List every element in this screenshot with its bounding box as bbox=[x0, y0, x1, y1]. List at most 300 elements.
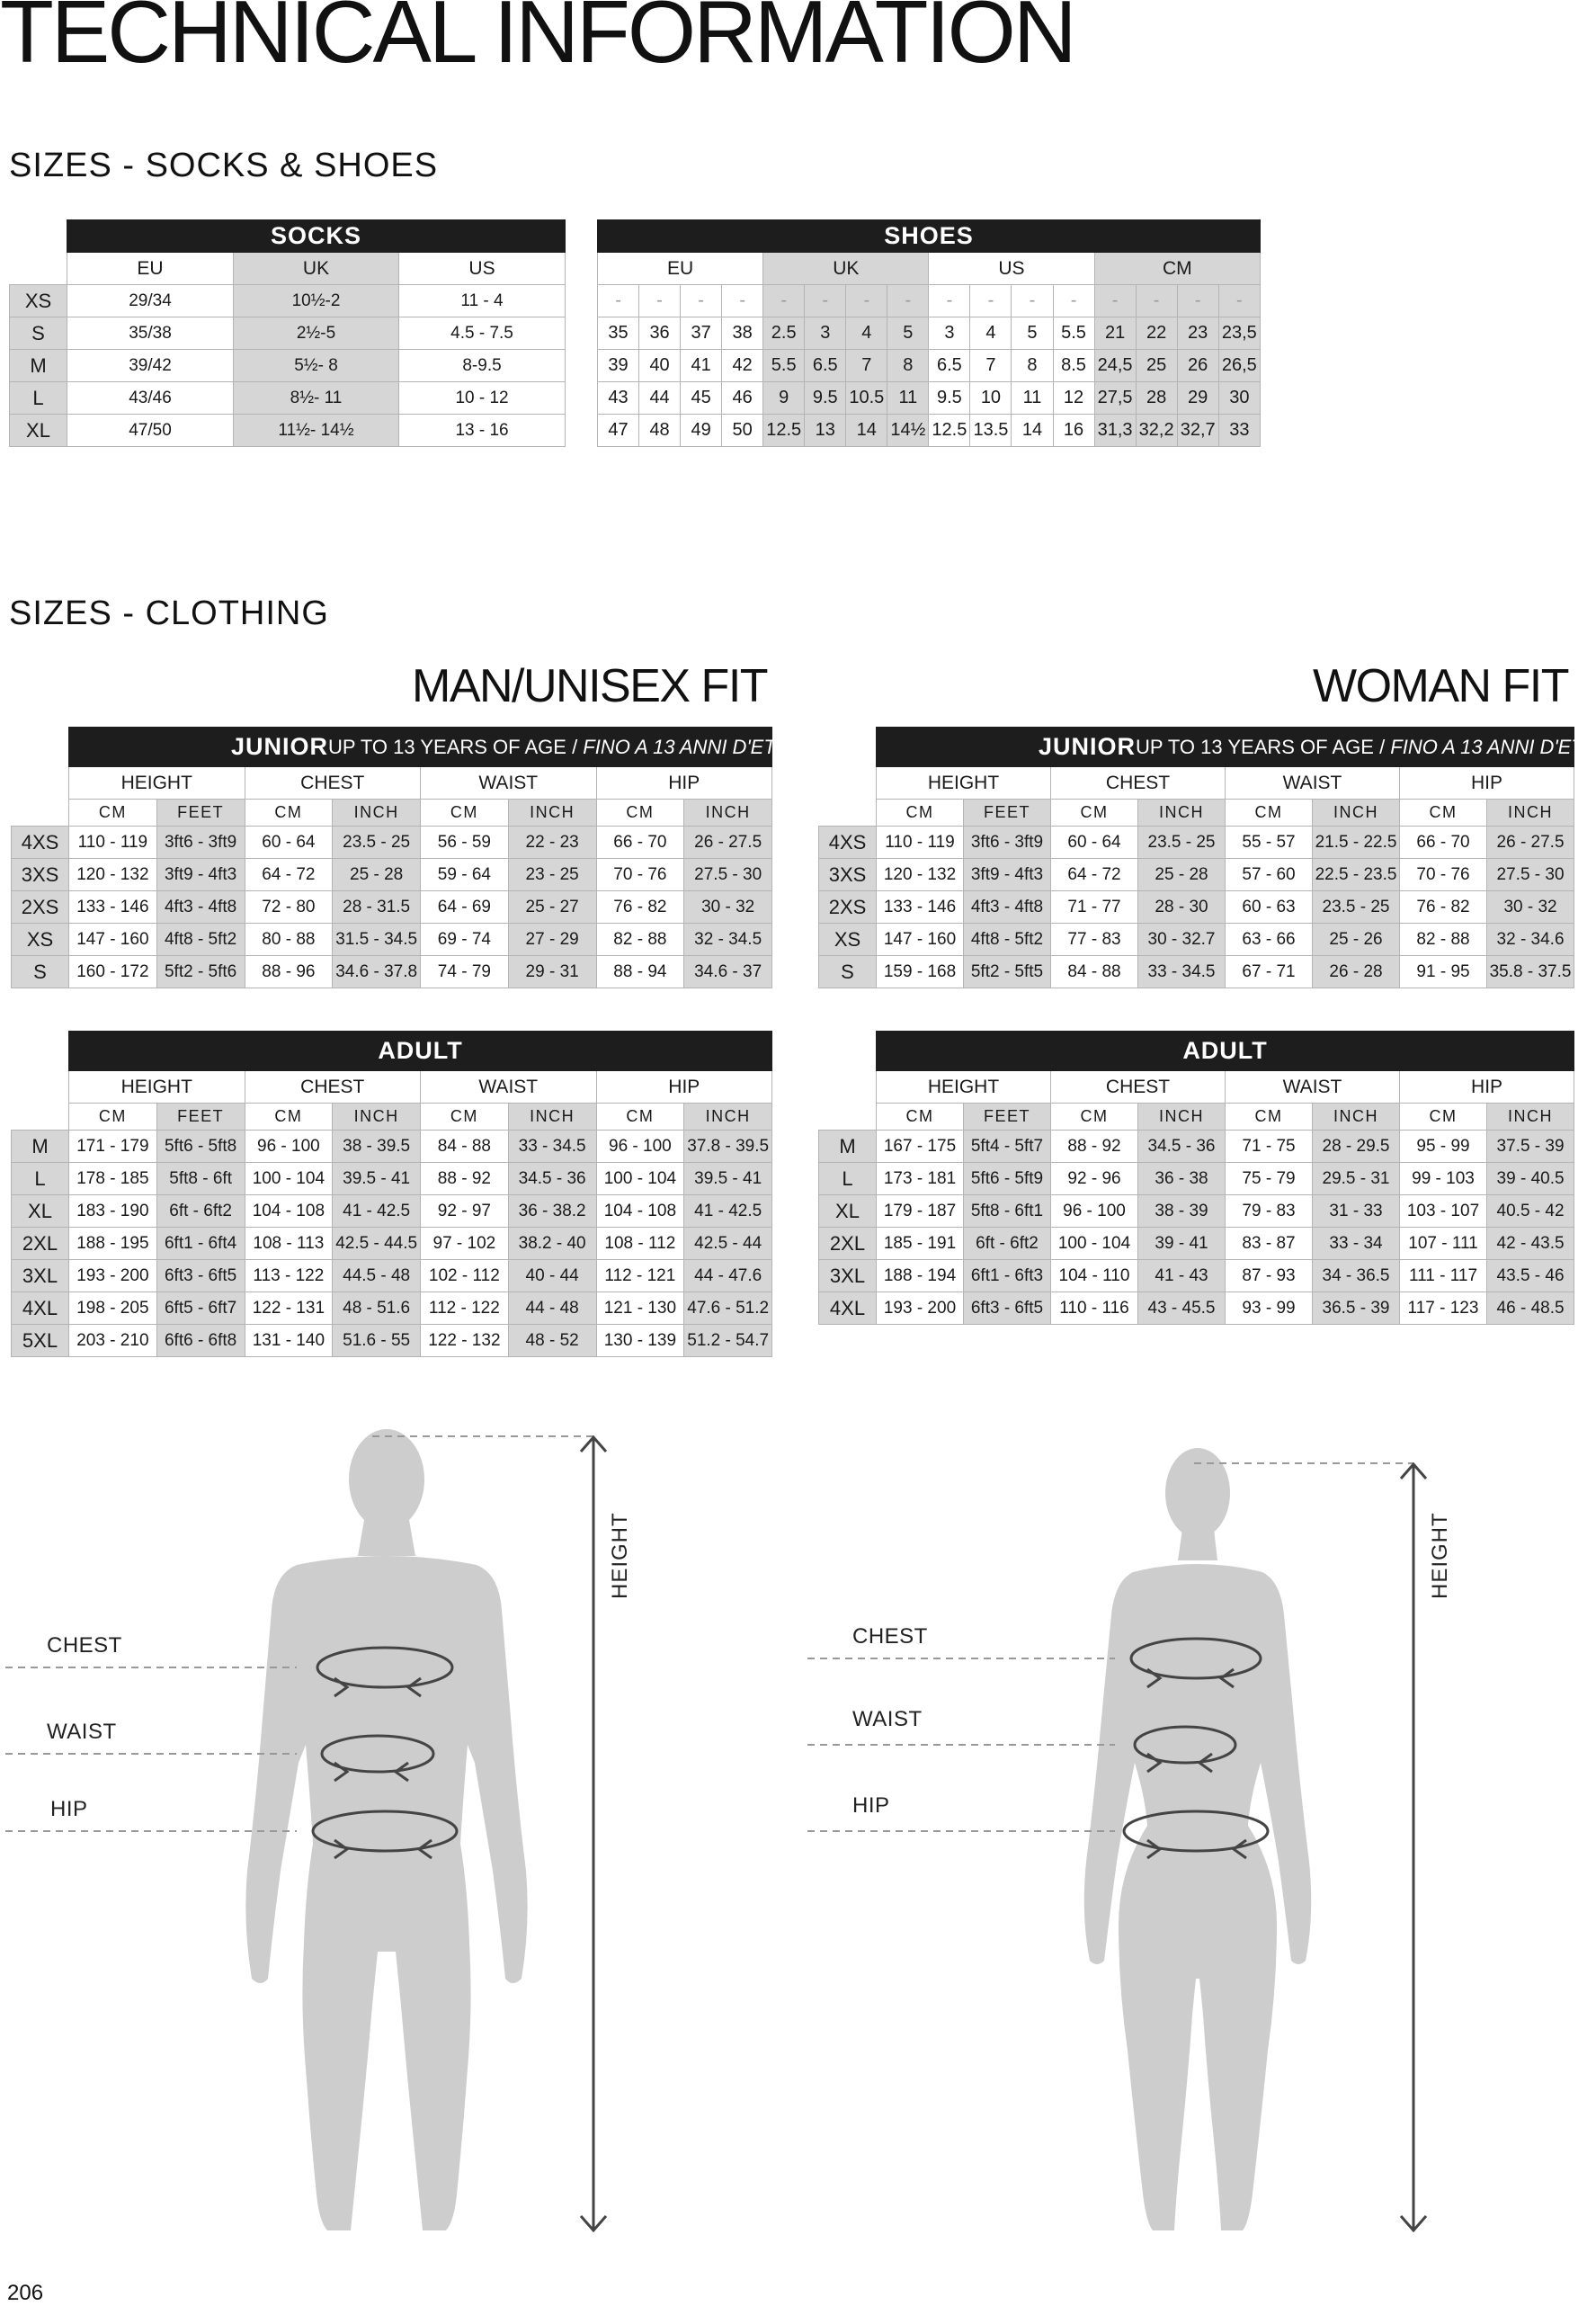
group-header: HEIGHT bbox=[877, 767, 1051, 800]
table-cell: 6ft3 - 6ft5 bbox=[964, 1292, 1051, 1325]
table-cell: 27.5 - 30 bbox=[684, 859, 772, 891]
table-cell: 171 - 179 bbox=[69, 1131, 157, 1163]
table-cell: 33 bbox=[1218, 415, 1260, 447]
table-cell: 46 - 48.5 bbox=[1487, 1292, 1574, 1325]
table-cell: 76 - 82 bbox=[596, 891, 684, 924]
table-cell: 93 - 99 bbox=[1226, 1292, 1313, 1325]
table-cell: 120 - 132 bbox=[877, 859, 964, 891]
unit-header: INCH bbox=[684, 800, 772, 827]
socks-col-eu: EU bbox=[67, 253, 234, 285]
table-cell: 6.5 bbox=[805, 350, 846, 382]
size-label: XS bbox=[819, 924, 877, 956]
table-row bbox=[819, 924, 1574, 956]
table-row bbox=[12, 1131, 772, 1163]
table-cell: 11½- 14½ bbox=[234, 415, 399, 447]
table-cell: 88 - 92 bbox=[1051, 1131, 1138, 1163]
table-cell: 96 - 100 bbox=[1051, 1195, 1138, 1228]
table-header-row bbox=[12, 1032, 772, 1071]
table-cell: 82 - 88 bbox=[596, 924, 684, 956]
table-row bbox=[598, 350, 1261, 382]
table-cell: 107 - 111 bbox=[1400, 1228, 1487, 1260]
table-row bbox=[12, 1228, 772, 1260]
table-cell: 31 - 33 bbox=[1313, 1195, 1400, 1228]
size-label: XS bbox=[10, 285, 67, 317]
table-cell: 25 - 26 bbox=[1313, 924, 1400, 956]
unit-header: CM bbox=[69, 1104, 157, 1131]
table-cell: 66 - 70 bbox=[596, 827, 684, 859]
table-cell: 36 - 38 bbox=[1138, 1163, 1226, 1195]
size-label: M bbox=[12, 1131, 69, 1163]
table-cell: - bbox=[805, 285, 846, 317]
unit-header: INCH bbox=[333, 1104, 421, 1131]
table-row bbox=[819, 859, 1574, 891]
table-cell: 82 - 88 bbox=[1400, 924, 1487, 956]
section-title-socks-shoes: SIZES - SOCKS & SHOES bbox=[9, 147, 439, 184]
table-cell: 44 - 48 bbox=[508, 1292, 596, 1325]
table-cell: 104 - 108 bbox=[596, 1195, 684, 1228]
shoes-header: SHOES bbox=[598, 220, 1261, 253]
shoes-group-us: US bbox=[929, 253, 1094, 285]
table-row bbox=[12, 1260, 772, 1292]
table-cell: 22 - 23 bbox=[508, 827, 596, 859]
socks-col-us: US bbox=[399, 253, 566, 285]
table-cell: 75 - 79 bbox=[1226, 1163, 1313, 1195]
table-cell: 44.5 - 48 bbox=[333, 1260, 421, 1292]
table-cell: 108 - 112 bbox=[596, 1228, 684, 1260]
table-cell: - bbox=[1218, 285, 1260, 317]
unit-header: CM bbox=[1226, 800, 1313, 827]
table-cell: 110 - 116 bbox=[1051, 1292, 1138, 1325]
group-header: HEIGHT bbox=[877, 1071, 1051, 1104]
table-cell: - bbox=[639, 285, 681, 317]
unit-header: FEET bbox=[156, 800, 245, 827]
table-cell: 30 - 32 bbox=[684, 891, 772, 924]
table-cell: 193 - 200 bbox=[69, 1260, 157, 1292]
male-waist-label: WAIST bbox=[47, 1720, 117, 1744]
table-cell: 9.5 bbox=[805, 382, 846, 415]
table-cell: 99 - 103 bbox=[1400, 1163, 1487, 1195]
table-row bbox=[10, 317, 566, 350]
table-cell: 10 bbox=[970, 382, 1012, 415]
table-cell: 3ft6 - 3ft9 bbox=[964, 827, 1051, 859]
table-cell: - bbox=[887, 285, 929, 317]
group-header: CHEST bbox=[245, 1071, 421, 1104]
table-cell: 5ft8 - 6ft bbox=[156, 1163, 245, 1195]
table-cell: 5.5 bbox=[763, 350, 805, 382]
table-cell: 100 - 104 bbox=[245, 1163, 333, 1195]
table-cell: 6ft3 - 6ft5 bbox=[156, 1260, 245, 1292]
table-cell: 71 - 77 bbox=[1051, 891, 1138, 924]
table-cell: 56 - 59 bbox=[421, 827, 509, 859]
table-cell: 31,3 bbox=[1094, 415, 1136, 447]
table-cell: 26 - 27.5 bbox=[684, 827, 772, 859]
table-cell: 27 - 29 bbox=[508, 924, 596, 956]
table-cell: 3ft6 - 3ft9 bbox=[156, 827, 245, 859]
table-cell: 38 bbox=[722, 317, 763, 350]
blank-cell bbox=[819, 767, 877, 800]
table-cell: 6ft - 6ft2 bbox=[156, 1195, 245, 1228]
unit-header: INCH bbox=[508, 1104, 596, 1131]
table-cell: 100 - 104 bbox=[1051, 1228, 1138, 1260]
table-cell: 23.5 - 25 bbox=[1138, 827, 1226, 859]
table-cell: 29 bbox=[1177, 382, 1218, 415]
size-label: S bbox=[12, 956, 69, 988]
table-cell: 47.6 - 51.2 bbox=[684, 1292, 772, 1325]
table-cell: - bbox=[763, 285, 805, 317]
table-row bbox=[10, 382, 566, 415]
table-group-row bbox=[819, 1071, 1574, 1104]
table-cell: 14½ bbox=[887, 415, 929, 447]
group-header: HIP bbox=[1400, 767, 1574, 800]
table-row bbox=[598, 317, 1261, 350]
female-waist-label: WAIST bbox=[852, 1707, 923, 1731]
table-cell: 41 - 42.5 bbox=[333, 1195, 421, 1228]
table-cell: 34.5 - 36 bbox=[508, 1163, 596, 1195]
table-cell: 6ft5 - 6ft7 bbox=[156, 1292, 245, 1325]
female-hip-label: HIP bbox=[852, 1793, 890, 1818]
unit-header: CM bbox=[245, 800, 333, 827]
table-cell: 21.5 - 22.5 bbox=[1313, 827, 1400, 859]
table-cell: 33 - 34.5 bbox=[508, 1131, 596, 1163]
table-cell: 10.5 bbox=[846, 382, 887, 415]
table-cell: 4.5 - 7.5 bbox=[399, 317, 566, 350]
table-cell: 39 - 40.5 bbox=[1487, 1163, 1574, 1195]
table-row bbox=[819, 956, 1574, 988]
table-cell: 39.5 - 41 bbox=[684, 1163, 772, 1195]
table-cell: 4ft8 - 5ft2 bbox=[964, 924, 1051, 956]
table-cell: 112 - 122 bbox=[421, 1292, 509, 1325]
unit-header: INCH bbox=[333, 800, 421, 827]
table-cell: 11 bbox=[887, 382, 929, 415]
table-row bbox=[12, 1292, 772, 1325]
size-label: 2XL bbox=[819, 1228, 877, 1260]
table-cell: 74 - 79 bbox=[421, 956, 509, 988]
group-header: WAIST bbox=[1226, 767, 1400, 800]
table-cell: 8.5 bbox=[1053, 350, 1094, 382]
table-cell: 69 - 74 bbox=[421, 924, 509, 956]
table-cell: 3ft9 - 4ft3 bbox=[156, 859, 245, 891]
shoes-size-table bbox=[597, 219, 1261, 447]
group-header: HEIGHT bbox=[69, 767, 245, 800]
table-cell: 84 - 88 bbox=[1051, 956, 1138, 988]
table-cell: 4 bbox=[846, 317, 887, 350]
table-cell: 131 - 140 bbox=[245, 1325, 333, 1357]
blank-cell bbox=[12, 728, 69, 767]
table-cell: 34.6 - 37 bbox=[684, 956, 772, 988]
size-label: 3XS bbox=[819, 859, 877, 891]
junior-header bbox=[69, 728, 789, 767]
unit-header: FEET bbox=[156, 1104, 245, 1131]
table-cell: 4 bbox=[970, 317, 1012, 350]
table-cell: 39 - 41 bbox=[1138, 1228, 1226, 1260]
table-cell: 30 - 32.7 bbox=[1138, 924, 1226, 956]
table-cell: 37 bbox=[681, 317, 722, 350]
size-label: L bbox=[10, 382, 67, 415]
table-cell: 29 - 31 bbox=[508, 956, 596, 988]
size-label: 2XS bbox=[12, 891, 69, 924]
table-cell: 5½- 8 bbox=[234, 350, 399, 382]
table-cell: 64 - 69 bbox=[421, 891, 509, 924]
group-header: WAIST bbox=[421, 1071, 597, 1104]
socks-size-table bbox=[9, 219, 566, 447]
table-cell: 14 bbox=[846, 415, 887, 447]
table-cell: 84 - 88 bbox=[421, 1131, 509, 1163]
unit-header: CM bbox=[877, 800, 964, 827]
table-cell: 21 bbox=[1094, 317, 1136, 350]
table-cell: 60 - 64 bbox=[245, 827, 333, 859]
table-row bbox=[819, 827, 1574, 859]
table-cell: 121 - 130 bbox=[596, 1292, 684, 1325]
table-cell: 8 bbox=[887, 350, 929, 382]
size-label: 3XL bbox=[819, 1260, 877, 1292]
table-cell: 63 - 66 bbox=[1226, 924, 1313, 956]
table-header-row bbox=[819, 728, 1574, 767]
table-cell: 3ft9 - 4ft3 bbox=[964, 859, 1051, 891]
table-cell: 95 - 99 bbox=[1400, 1131, 1487, 1163]
table-cell: 5ft8 - 6ft1 bbox=[964, 1195, 1051, 1228]
table-cell: 7 bbox=[970, 350, 1012, 382]
table-cell: 96 - 100 bbox=[596, 1131, 684, 1163]
blank-cell bbox=[12, 800, 69, 827]
table-cell: - bbox=[1094, 285, 1136, 317]
size-label: S bbox=[819, 956, 877, 988]
table-cell: 6.5 bbox=[929, 350, 970, 382]
table-row bbox=[819, 1292, 1574, 1325]
table-cell: 183 - 190 bbox=[69, 1195, 157, 1228]
group-header: HIP bbox=[596, 1071, 772, 1104]
unit-header: CM bbox=[421, 800, 509, 827]
table-cell: 173 - 181 bbox=[877, 1163, 964, 1195]
table-row bbox=[819, 891, 1574, 924]
table-cell: 160 - 172 bbox=[69, 956, 157, 988]
blank-cell bbox=[819, 1071, 877, 1104]
table-cell: 33 - 34 bbox=[1313, 1228, 1400, 1260]
table-cell: 48 - 52 bbox=[508, 1325, 596, 1357]
table-cell: 133 - 146 bbox=[69, 891, 157, 924]
table-cell: 7 bbox=[846, 350, 887, 382]
table-cell: - bbox=[1012, 285, 1053, 317]
table-cell: 104 - 110 bbox=[1051, 1260, 1138, 1292]
table-cell: 28 bbox=[1136, 382, 1177, 415]
size-label: M bbox=[819, 1131, 877, 1163]
table-row bbox=[598, 415, 1261, 447]
table-cell: 13 bbox=[805, 415, 846, 447]
table-cell: 4ft8 - 5ft2 bbox=[156, 924, 245, 956]
table-row bbox=[598, 382, 1261, 415]
measurement-overlay bbox=[0, 1421, 1575, 2257]
junior-subtitle: UP TO 13 YEARS OF AGE / FINO A 13 ANNI D'ETÀ bbox=[1136, 735, 1596, 758]
man-adult-size-table bbox=[11, 1031, 772, 1357]
table-cell: 193 - 200 bbox=[877, 1292, 964, 1325]
table-cell: - bbox=[1136, 285, 1177, 317]
table-cell: 66 - 70 bbox=[1400, 827, 1487, 859]
junior-title: JUNIOR bbox=[231, 733, 329, 760]
table-cell: 26 - 28 bbox=[1313, 956, 1400, 988]
table-cell: 11 - 4 bbox=[399, 285, 566, 317]
junior-header-content bbox=[69, 733, 789, 761]
table-cell: 43 - 45.5 bbox=[1138, 1292, 1226, 1325]
unit-header: CM bbox=[1400, 1104, 1487, 1131]
unit-header: INCH bbox=[684, 1104, 772, 1131]
table-cell: 5ft2 - 5ft5 bbox=[964, 956, 1051, 988]
table-cell: 25 - 28 bbox=[1138, 859, 1226, 891]
table-cell: 40.5 - 42 bbox=[1487, 1195, 1574, 1228]
size-label: 4XS bbox=[12, 827, 69, 859]
table-cell: 39.5 - 41 bbox=[333, 1163, 421, 1195]
table-cell: 6ft1 - 6ft3 bbox=[964, 1260, 1051, 1292]
table-cell: 39 bbox=[598, 350, 639, 382]
table-row bbox=[12, 1195, 772, 1228]
table-cell: 80 - 88 bbox=[245, 924, 333, 956]
size-label: M bbox=[10, 350, 67, 382]
table-cell: 3 bbox=[805, 317, 846, 350]
table-cell: 198 - 205 bbox=[69, 1292, 157, 1325]
blank-cell bbox=[10, 220, 67, 253]
unit-header: CM bbox=[1051, 800, 1138, 827]
table-cell: 12.5 bbox=[929, 415, 970, 447]
junior-header-content bbox=[877, 733, 1596, 761]
table-cell: 12.5 bbox=[763, 415, 805, 447]
size-label: XL bbox=[12, 1195, 69, 1228]
table-cell: 38 - 39 bbox=[1138, 1195, 1226, 1228]
table-cell: 71 - 75 bbox=[1226, 1131, 1313, 1163]
table-cell: 88 - 96 bbox=[245, 956, 333, 988]
blank-cell bbox=[10, 253, 67, 285]
table-cell: 57 - 60 bbox=[1226, 859, 1313, 891]
table-cell: 40 bbox=[639, 350, 681, 382]
unit-header: INCH bbox=[508, 800, 596, 827]
table-cell: 36 - 38.2 bbox=[508, 1195, 596, 1228]
table-cell: 5ft6 - 5ft9 bbox=[964, 1163, 1051, 1195]
table-cell: 92 - 96 bbox=[1051, 1163, 1138, 1195]
table-cell: 110 - 119 bbox=[69, 827, 157, 859]
table-cell: 26 - 27.5 bbox=[1487, 827, 1574, 859]
table-cell: 28 - 31.5 bbox=[333, 891, 421, 924]
socks-col-uk: UK bbox=[234, 253, 399, 285]
table-cell: 35 bbox=[598, 317, 639, 350]
table-cell: 42.5 - 44.5 bbox=[333, 1228, 421, 1260]
page-number: 206 bbox=[7, 2281, 44, 2305]
table-cell: 92 - 97 bbox=[421, 1195, 509, 1228]
table-cell: 27,5 bbox=[1094, 382, 1136, 415]
table-cell: 13 - 16 bbox=[399, 415, 566, 447]
table-row bbox=[819, 1195, 1574, 1228]
table-cell: 100 - 104 bbox=[596, 1163, 684, 1195]
size-label: 2XS bbox=[819, 891, 877, 924]
junior-header bbox=[877, 728, 1596, 767]
table-cell: 159 - 168 bbox=[877, 956, 964, 988]
male-chest-label: CHEST bbox=[47, 1633, 122, 1658]
unit-header: CM bbox=[877, 1104, 964, 1131]
table-row bbox=[12, 924, 772, 956]
section-title-clothing: SIZES - CLOTHING bbox=[9, 594, 329, 632]
female-height-label: HEIGHT bbox=[1428, 1512, 1452, 1599]
unit-header: CM bbox=[1400, 800, 1487, 827]
table-cell: 76 - 82 bbox=[1400, 891, 1487, 924]
table-cell: 203 - 210 bbox=[69, 1325, 157, 1357]
table-cell: 14 bbox=[1012, 415, 1053, 447]
adult-header: ADULT bbox=[69, 1032, 772, 1071]
table-cell: 8½- 11 bbox=[234, 382, 399, 415]
table-unit-row bbox=[12, 1104, 772, 1131]
table-cell: 28 - 29.5 bbox=[1313, 1131, 1400, 1163]
table-cell: 38.2 - 40 bbox=[508, 1228, 596, 1260]
table-cell: 37.5 - 39 bbox=[1487, 1131, 1574, 1163]
table-cell: 5.5 bbox=[1053, 317, 1094, 350]
table-row bbox=[10, 285, 566, 317]
table-cell: 34.6 - 37.8 bbox=[333, 956, 421, 988]
table-cell: 122 - 132 bbox=[421, 1325, 509, 1357]
unit-header: INCH bbox=[1487, 1104, 1574, 1131]
table-cell: 111 - 117 bbox=[1400, 1260, 1487, 1292]
table-cell: 185 - 191 bbox=[877, 1228, 964, 1260]
table-cell: 25 - 28 bbox=[333, 859, 421, 891]
table-cell: 8-9.5 bbox=[399, 350, 566, 382]
table-cell: 41 - 43 bbox=[1138, 1260, 1226, 1292]
table-cell: 87 - 93 bbox=[1226, 1260, 1313, 1292]
table-cell: 13.5 bbox=[970, 415, 1012, 447]
shoes-group-uk: UK bbox=[763, 253, 929, 285]
size-label: S bbox=[10, 317, 67, 350]
table-cell: 120 - 132 bbox=[69, 859, 157, 891]
table-row bbox=[10, 415, 566, 447]
table-cell: 104 - 108 bbox=[245, 1195, 333, 1228]
table-cell: - bbox=[722, 285, 763, 317]
table-group-row bbox=[12, 767, 772, 800]
table-cell: 47 bbox=[598, 415, 639, 447]
table-cell: 9.5 bbox=[929, 382, 970, 415]
table-cell: 10 - 12 bbox=[399, 382, 566, 415]
blank-cell bbox=[819, 1032, 877, 1071]
table-unit-row bbox=[12, 800, 772, 827]
table-cell: 35.8 - 37.5 bbox=[1487, 956, 1574, 988]
table-cell: 113 - 122 bbox=[245, 1260, 333, 1292]
size-label: XS bbox=[12, 924, 69, 956]
size-label: XL bbox=[10, 415, 67, 447]
table-row bbox=[12, 956, 772, 988]
blank-cell bbox=[819, 800, 877, 827]
size-label: XL bbox=[819, 1195, 877, 1228]
table-cell: 48 bbox=[639, 415, 681, 447]
junior-subtitle-en: UP TO 13 YEARS OF AGE bbox=[1136, 735, 1374, 758]
group-header: WAIST bbox=[1226, 1071, 1400, 1104]
table-cell: 2.5 bbox=[763, 317, 805, 350]
table-cell: 70 - 76 bbox=[596, 859, 684, 891]
table-row bbox=[12, 891, 772, 924]
table-cell: 67 - 71 bbox=[1226, 956, 1313, 988]
table-cell: 5ft2 - 5ft6 bbox=[156, 956, 245, 988]
table-cell: 6ft6 - 6ft8 bbox=[156, 1325, 245, 1357]
table-cell: 5 bbox=[1012, 317, 1053, 350]
unit-header: CM bbox=[596, 1104, 684, 1131]
table-unit-row bbox=[819, 800, 1574, 827]
table-cell: 102 - 112 bbox=[421, 1260, 509, 1292]
unit-header: INCH bbox=[1487, 800, 1574, 827]
table-group-row bbox=[12, 1071, 772, 1104]
blank-cell bbox=[12, 1032, 69, 1071]
table-cell: 42 bbox=[722, 350, 763, 382]
table-cell: - bbox=[1177, 285, 1218, 317]
table-cell: 77 - 83 bbox=[1051, 924, 1138, 956]
table-cell: 59 - 64 bbox=[421, 859, 509, 891]
table-cell: 6ft - 6ft2 bbox=[964, 1228, 1051, 1260]
blank-cell bbox=[12, 767, 69, 800]
table-row bbox=[12, 1163, 772, 1195]
table-cell: 110 - 119 bbox=[877, 827, 964, 859]
unit-header: FEET bbox=[964, 1104, 1051, 1131]
table-cell: 130 - 139 bbox=[596, 1325, 684, 1357]
table-cell: 32,2 bbox=[1136, 415, 1177, 447]
